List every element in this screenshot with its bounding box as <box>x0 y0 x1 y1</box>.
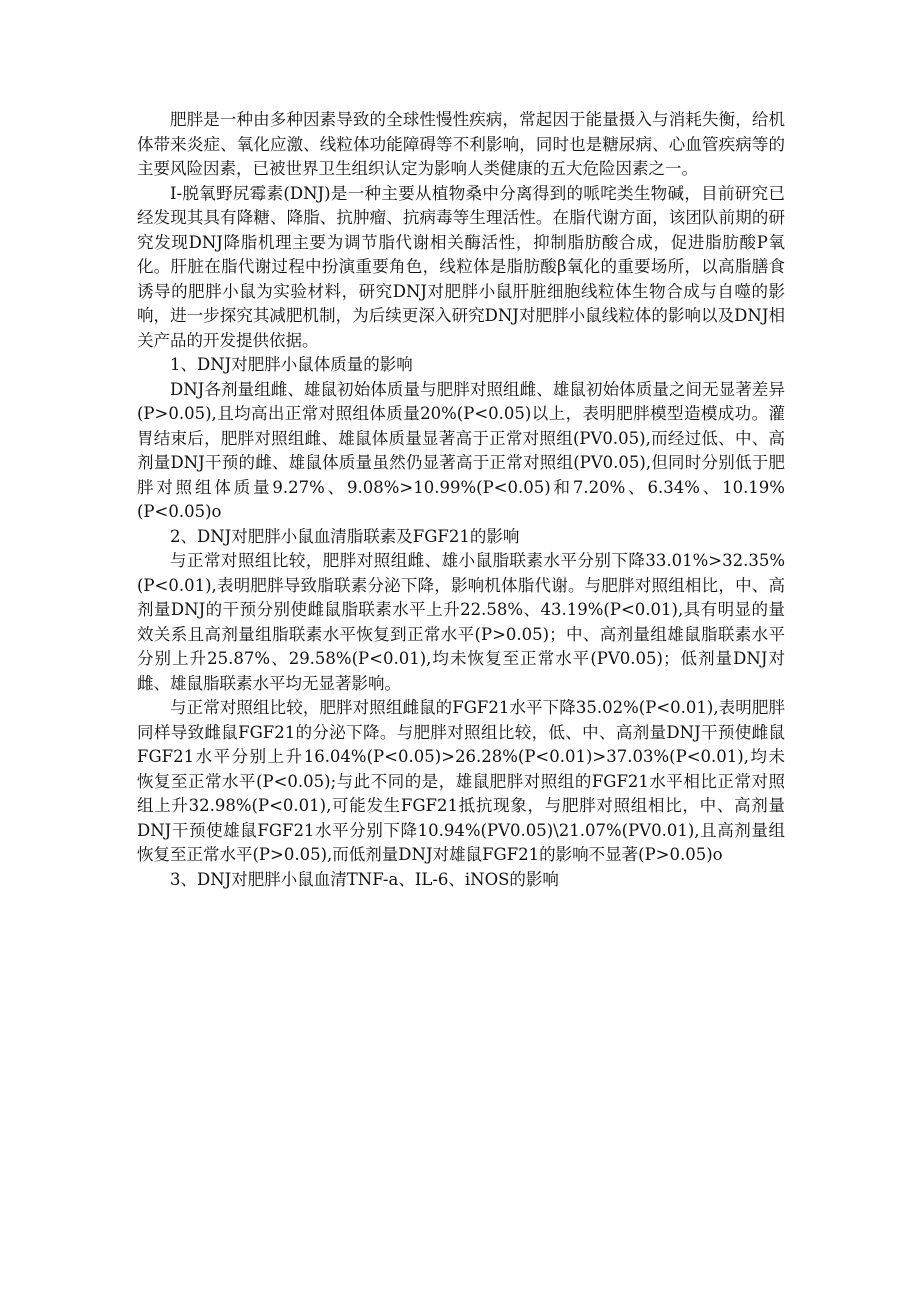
paragraph-fgf21: 与正常对照组比较，肥胖对照组雌鼠的FGF21水平下降35.02%(P<0.01),表明肥胖同样导致雌鼠FGF21的分泌下降。与肥胖对照组比较，低、中、高剂量DNJ干预使雌鼠FGF21水平分别上升16.04%(P<0.05)>26.28%(P<0.01)>37.03%(P<0.01),均未恢复至正常水平(P<0.05);与此不同的是，雄鼠肥胖对照组的FGF21水平相比正常对照组上升32.98%(P<0.01),可能发生FGF21抵抗现象，与肥胖对照组相比，中、高剂量DNJ干预使雄鼠FGF21水平分别下降10.94%(PV0.05)\21.07%(PV0.01),且高剂量组恢复至正常水平(P>0.05),而低剂量DNJ对雄鼠FGF21的影响不显著(P>0.05)o <box>137 698 785 864</box>
paragraph-obesity-intro: 肥胖是一种由多种因素导致的全球性慢性疾病，常起因于能量摄入与消耗失衡，给机体带来炎症、氧化应激、线粒体功能障碍等不利影响，同时也是糖尿病、心血管疾病等的主要风险因素，已被世界卫生组织认定为影响人类健康的五大危险因素之一。 <box>137 110 785 178</box>
document-body <box>137 108 785 892</box>
paragraph-dnj-intro: I-脱氧野尻霉素(DNJ)是一种主要从植物桑中分离得到的哌咤类生物碱，目前研究已经发现其具有降糖、降脂、抗肿瘤、抗病毒等生理活性。在脂代谢方面，该团队前期的研究发现DNJ降脂机理主要为调节脂代谢相关酶活性，抑制脂肪酸合成，促进脂肪酸P氧化。肝脏在脂代谢过程中扮演重要角色，线粒体是脂肪酸β氧化的重要场所，以高脂膳食诱导的肥胖小鼠为实验材料，研究DNJ对肥胖小鼠肝脏细胞线粒体生物合成与自噬的影响，进一步探究其减肥机制，为后续更深入研究DNJ对肥胖小鼠线粒体的影响以及DNJ相关产品的开发提供依据。 <box>137 183 785 350</box>
section-heading-2: 2、DNJ对肥胖小鼠血清脂联素及FGF21的影响 <box>170 526 520 546</box>
section-heading-3: 3、DNJ对肥胖小鼠血清TNF-a、IL-6、iNOS的影响 <box>170 869 559 889</box>
paragraph-body-weight: DNJ各剂量组雌、雄鼠初始体质量与肥胖对照组雌、雄鼠初始体质量之间无显著差异(P>0.05),且均高出正常对照组体质量20%(P<0.05)以上，表明肥胖模型造模成功。灌胃结束后，肥胖对照组雌、雄鼠体质量显著高于正常对照组(PV0.05),而经过低、中、高剂量DNJ干预的雌、雄鼠体质量虽然仍显著高于正常对照组(PV0.05),但同时分别低于肥胖对照组体质量9.27%、9.08%>10.99%(P<0.05)和7.20%、6.34%、10.19%(P<0.05)o <box>137 379 785 521</box>
paragraph-adiponectin: 与正常对照组比较，肥胖对照组雌、雄小鼠脂联素水平分别下降33.01%>32.35%(P<0.01),表明肥胖导致脂联素分泌下降，影响机体脂代谢。与肥胖对照组相比，中、高剂量DNJ的干预分别使雌鼠脂联素水平上升22.58%、43.19%(P<0.01),具有明显的量效关系且高剂量组脂联素水平恢复到正常水平(P>0.05)；中、高剂量组雄鼠脂联素水平分别上升25.87%、29.58%(P<0.01),均未恢复至正常水平(PV0.05)；低剂量DNJ对雌、雄鼠脂联素水平均无显著影响。 <box>137 551 785 693</box>
section-heading-1: 1、DNJ对肥胖小鼠体质量的影响 <box>170 355 413 374</box>
